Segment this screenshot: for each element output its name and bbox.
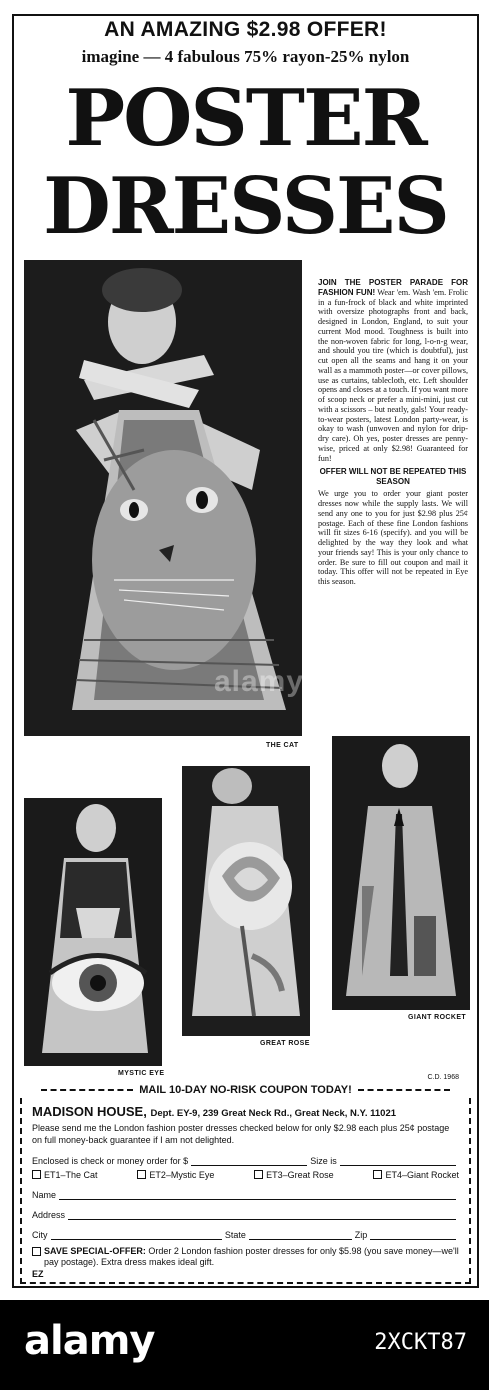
caption-giant-rocket: GIANT ROCKET [408, 1014, 467, 1021]
great-rose-photo [182, 766, 310, 1036]
body-paragraph-1: Wear 'em. Wash 'em. Frolic in a fun-frock of black and white imprinted with oversize photographs front and back, designed in London, England, to suit your current Mod mood. Toughness is built into the non-woven fabric for long, l-o-n-g wear, and should you tire (which is doubtful), just cut open all the seams and hang it on your wall as a mammoth poster—or cover pillows, use as curtains, tablecloth, etc. Left shoulder opens and closes at a touch. If you want more of scoop neck or prefer a mini-mini, just cut with a scissors – but neatly, gals! Your ready-to-wear posters, latest London party-wear, is okay to wash (unwoven and nylon for drip-dry care). Oh yes, poster dresses are penny-wise, priced at only $2.98! Guaranteed for fun! [318, 287, 468, 463]
option-et3-label: ET3–Great Rose [266, 1170, 334, 1181]
title-dresses: DRESSES [43, 161, 448, 252]
alamy-logo: alamy [24, 1318, 155, 1364]
caption-great-rose: GREAT ROSE [260, 1040, 310, 1047]
image-id: 2XCKT87 [374, 1330, 467, 1355]
offer-headline: AN AMAZING $2.98 OFFER! [104, 18, 387, 41]
size-field[interactable] [340, 1157, 456, 1166]
order-coupon [20, 1098, 471, 1284]
title-poster: POSTER [65, 73, 426, 164]
checkbox-icon[interactable] [32, 1170, 41, 1179]
stock-footer [0, 1300, 489, 1390]
ez-code: EZ [32, 1268, 44, 1279]
fabric-line: imagine — 4 fabulous 75% rayon-25% nylon [81, 47, 410, 66]
alamy-watermark: alamy [213, 665, 305, 698]
state-field[interactable] [249, 1231, 352, 1240]
special-offer-body: Order 2 London fashion poster dresses for only $5.98 (you save money—we'll pay postage). Extra dress makes ideal gift. [44, 1246, 459, 1268]
giant-rocket-photo [332, 736, 470, 1010]
coupon-heading: MAIL 10-DAY NO-RISK COUPON TODAY! [14, 1084, 477, 1096]
special-offer-title: SAVE SPECIAL-OFFER: [44, 1246, 146, 1257]
zip-label: Zip [354, 1230, 368, 1241]
option-et2-label: ET2–Mystic Eye [149, 1170, 215, 1181]
amount-field[interactable] [191, 1157, 307, 1166]
body-subhead: OFFER WILL NOT BE REPEATED THIS SEASON [319, 467, 467, 486]
mystic-eye-photo [24, 798, 162, 1066]
name-field[interactable] [59, 1191, 456, 1200]
size-label: Size is [310, 1156, 337, 1167]
option-et4[interactable] [373, 1170, 459, 1180]
special-offer [32, 1246, 459, 1269]
ad-body-copy [318, 278, 468, 587]
poster-dresses-ad [12, 14, 479, 1288]
copyright-note: C.D. 1968 [427, 1074, 459, 1081]
address-label: Address [32, 1210, 66, 1221]
coupon-company [32, 1104, 459, 1119]
option-et3[interactable] [254, 1170, 334, 1180]
checkbox-icon[interactable] [254, 1170, 263, 1179]
city-field[interactable] [51, 1231, 222, 1240]
special-offer-text [44, 1246, 459, 1269]
caption-the-cat: THE CAT [266, 742, 299, 749]
company-name: MADISON HOUSE, [32, 1104, 147, 1119]
name-label: Name [32, 1190, 57, 1201]
option-et1[interactable] [32, 1170, 98, 1180]
option-et2[interactable] [137, 1170, 214, 1180]
state-label: State [224, 1230, 246, 1241]
address-row [32, 1200, 459, 1220]
caption-mystic-eye: MYSTIC EYE [118, 1070, 165, 1077]
city-row [32, 1220, 459, 1240]
checkbox-icon[interactable] [373, 1170, 382, 1179]
address-field[interactable] [68, 1211, 456, 1220]
name-row [32, 1180, 459, 1200]
option-et1-label: ET1–The Cat [44, 1170, 98, 1181]
zip-field[interactable] [370, 1231, 456, 1240]
company-address: Dept. EY-9, 239 Great Neck Rd., Great Neck, N.Y. 11021 [150, 1108, 397, 1119]
enclosed-label: Enclosed is check or money order for $ [32, 1156, 189, 1167]
city-label: City [32, 1230, 48, 1241]
enclosed-row [32, 1146, 459, 1166]
checkbox-icon[interactable] [137, 1170, 146, 1179]
coupon-instructions: Please send me the London fashion poster dresses checked below for only $2.98 each plus 25¢ postage on full money-back guarantee if I am not delighted. [32, 1123, 450, 1145]
special-offer-checkbox[interactable] [32, 1247, 41, 1256]
body-paragraph-2: We urge you to order your giant poster dresses now while the supply lasts. We will send any one to you for just $2.98 plus 25¢ postage. Each of these fine London fashions will fit sizes 6-16 (specify). and you will be delighted by the way they look and what your friends say! This is your only chance to order. Be sure to fill out coupon and mail it today. This offer will not be repeated in Eye this season. [318, 489, 468, 587]
body-lead: JOIN THE POSTER PARADE FOR FASHION FUN! [318, 278, 468, 297]
dress-options [32, 1170, 459, 1180]
option-et4-label: ET4–Giant Rocket [385, 1170, 459, 1181]
